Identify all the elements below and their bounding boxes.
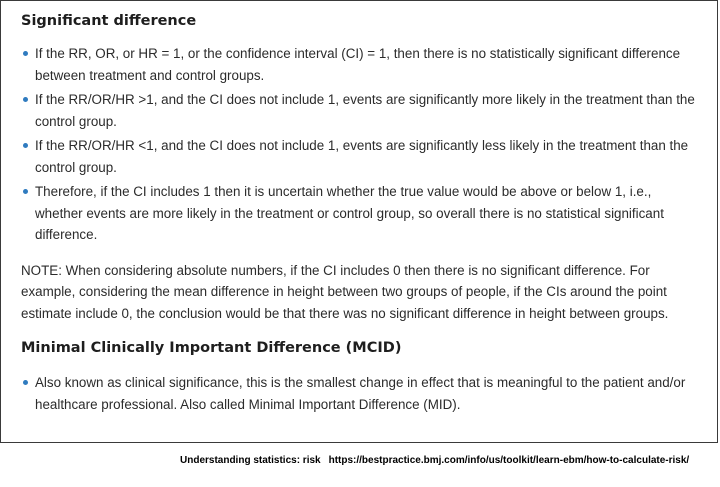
caption-title: Understanding statistics: risk [180, 455, 321, 466]
list-item-text: If the RR/OR/HR <1, and the CI does not include 1, events are significantly less likely in the treatment than the control group. [35, 138, 689, 175]
content-body [21, 11, 701, 418]
list-item [21, 43, 701, 86]
source-caption [180, 455, 689, 466]
list-item-text: If the RR, OR, or HR = 1, or the confidence interval (CI) = 1, then there is no statistically significant difference between treatment and control groups. [35, 46, 681, 83]
bullet-icon [23, 380, 28, 385]
list-item [21, 89, 701, 132]
significant-difference-list [21, 43, 701, 246]
absolute-numbers-note: NOTE: When considering absolute numbers, if the CI includes 0 then there is no significant difference. For example, considering the mean difference in height between two groups of people, if the CIs around the point estimate include 0, the conclusion would be that there was no significant difference in height between groups. [21, 262, 669, 321]
mcid-heading: Minimal Clinically Important Difference (MCID) [21, 340, 402, 356]
mcid-list [21, 372, 701, 415]
list-item-text: If the RR/OR/HR >1, and the CI does not include 1, events are significantly more likely in the treatment than the control group. [35, 92, 695, 129]
bullet-icon [23, 51, 28, 56]
list-item-text: Also known as clinical significance, this is the smallest change in effect that is meaningful to the patient and/or healthcare professional. Also called Minimal Important Difference (MID). [35, 375, 686, 412]
bullet-icon [23, 143, 28, 148]
list-item [21, 135, 701, 178]
list-item [21, 372, 701, 415]
bullet-icon [23, 97, 28, 102]
bullet-icon [23, 189, 28, 194]
list-item-text: Therefore, if the CI includes 1 then it is uncertain whether the true value would be above or below 1, i.e., whether events are more likely in the treatment or control group, so overall there is no statistical significant difference. [35, 184, 664, 242]
significant-difference-heading: Significant difference [21, 13, 197, 29]
list-item [21, 181, 701, 246]
source-url: https://bestpractice.bmj.com/info/us/toolkit/learn-ebm/how-to-calculate-risk/ [328, 455, 690, 466]
